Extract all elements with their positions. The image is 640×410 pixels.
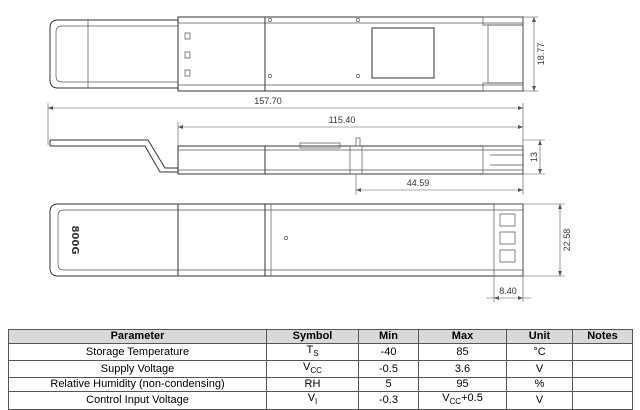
col-header-symbol: Symbol bbox=[267, 330, 359, 344]
cell-notes bbox=[573, 378, 633, 392]
cell-symbol: $V_I$ bbox=[267, 392, 359, 409]
col-header-unit: Unit bbox=[507, 330, 573, 344]
dim-overall-length: 157.70 bbox=[254, 96, 282, 106]
absolute-ratings-table bbox=[8, 329, 633, 410]
cell-notes bbox=[573, 392, 633, 409]
cell-parameter: Relative Humidity (non-condensing) bbox=[9, 378, 267, 392]
dim-width: 22.58 bbox=[562, 228, 572, 252]
cell-symbol-sub: S bbox=[313, 349, 319, 359]
dim-connector-length: 44.59 bbox=[406, 178, 430, 188]
cell-symbol: $V_{CC}$ bbox=[267, 361, 359, 378]
dim-body-length: 115.40 bbox=[328, 115, 356, 125]
bottom-view bbox=[50, 204, 572, 302]
cell-max: 85 bbox=[419, 344, 507, 361]
cell-min: 5 bbox=[359, 378, 419, 392]
cell-parameter: Supply Voltage bbox=[9, 361, 267, 378]
cell-min: -40 bbox=[359, 344, 419, 361]
table-row bbox=[9, 344, 633, 361]
col-header-parameter: Parameter bbox=[9, 330, 267, 344]
col-header-min: Min bbox=[359, 330, 419, 344]
cell-max: $V_{CC}+0.5$ bbox=[419, 392, 507, 409]
cell-parameter: Control Input Voltage bbox=[9, 392, 267, 409]
cell-notes bbox=[573, 361, 633, 378]
cell-symbol-sub: CC bbox=[310, 366, 322, 376]
cell-symbol: RH bbox=[267, 378, 359, 392]
cell-notes bbox=[573, 344, 633, 361]
cell-min: -0.3 bbox=[359, 392, 419, 409]
col-header-max: Max bbox=[419, 330, 507, 344]
cell-unit: V bbox=[507, 361, 573, 378]
table-header-row bbox=[9, 330, 633, 344]
module-label: 800G bbox=[69, 225, 80, 255]
side-view bbox=[48, 96, 545, 195]
cell-min: -0.5 bbox=[359, 361, 419, 378]
cell-parameter: Storage Temperature bbox=[9, 344, 267, 361]
col-header-notes: Notes bbox=[573, 330, 633, 344]
cell-unit: V bbox=[507, 392, 573, 409]
cell-unit: % bbox=[507, 378, 573, 392]
table-row bbox=[9, 361, 633, 378]
dim-rear-width: 8.40 bbox=[499, 286, 517, 296]
cell-symbol: $T_S$ bbox=[267, 344, 359, 361]
dim-side-height: 13 bbox=[529, 151, 539, 163]
cell-symbol-sub: I bbox=[315, 397, 318, 407]
cell-max-sub: CC bbox=[449, 397, 462, 407]
table-row bbox=[9, 392, 633, 409]
cell-max: 3.6 bbox=[419, 361, 507, 378]
cell-max: 95 bbox=[419, 378, 507, 392]
cell-unit: °C bbox=[507, 344, 573, 361]
table-row bbox=[9, 378, 633, 392]
dim-height-top: 18.77 bbox=[536, 42, 546, 66]
top-view bbox=[50, 17, 546, 91]
